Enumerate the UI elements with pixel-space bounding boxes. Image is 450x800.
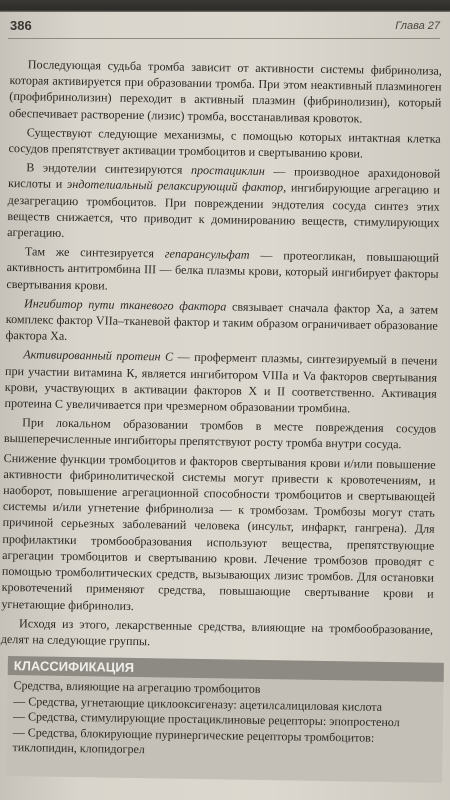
classification-line: Средства, влияющие на агрегацию тромбоцитов	[13, 678, 261, 696]
term-heparan-sulfate: гепарансульфат	[164, 246, 250, 263]
classification-line: — Средства, блокирующие пуринергические рецепторы тромбоцитов: тиклопидин, клопидогрел	[12, 724, 375, 757]
paragraph-prostacyclin	[7, 159, 440, 247]
classification-line: — Средства, стимулирующие простациклиновые рецепторы: эпопростенол	[12, 709, 400, 730]
text-run: — профермент плазмы, синтезируемый в печени при участии витамина К, является ингибитором VIIIa и Va факторов свертывания крови, участвующих в активации факторов Х и II соответственно. Активация протеина С увеличивается при чрезмерном образовании тромбина.	[4, 350, 438, 416]
text-run: — протеогликан, повышающий активность антитромбина III — белка плазмы крови, который ингибирует факторы свертывания крови.	[6, 248, 439, 293]
paragraph-local-thrombus: При локальном образовании тромбов в месте повреждения сосудов вышеперечисленные ингибиторы препятствуют росту тромба внутри сосуда.	[3, 415, 437, 452]
classification-box	[6, 656, 444, 783]
term-prostacyclin: простациклин	[190, 163, 265, 179]
text-run: , ингибирующие агрегацию и дезагрегацию тромбоцитов. При повреждении эндотелия сосуда синтез этих веществ снижается, что приводит к доминированию веществ, стимулирующих агрегацию.	[7, 180, 441, 240]
paragraph-protein-c	[4, 346, 437, 418]
paragraph-tfpi	[5, 295, 438, 350]
term-edrf: эндотелиальный релаксирующий фактор	[66, 177, 284, 195]
paragraph-bleeding-thrombosis: Снижение функции тромбоцитов и факторов свертывания крови и/или повышение активности фибринолитической системы могут привести к кровотечениям, и наоборот, повышение агрегационной способности тромбоцитов и свертывающей системы и/или угнетение фибринолиза — к тромбозам. Тромбозы могут стать причиной серьезных заболеваний человека (инсульт, инфаркт, гангрена). Для профилактики тромбообразования используют вещества, препятствующие агрегации тромбоцитов и свертыванию крови. Лечение тромбозов проводят с помощью тромболитических средств, вызывающих лизис тромбов. Для остановки кровотечений применяют средства, повышающие свертывание крови и угнетающие фибринолиз.	[1, 450, 436, 613]
text-run: Там же синтезируется	[24, 244, 165, 261]
text-run: связывает сначала фактор Ха, а затем комплекс фактор VIIa–тканевой фактор и таким образом ограничивает образование фактора Ха.	[5, 299, 439, 344]
text-run: — производное арахидоновой кислоты и	[7, 164, 441, 192]
page-number: 386	[10, 18, 32, 33]
page-header	[8, 18, 440, 39]
term-tfpi: Ингибитор пути тканевого фактора	[24, 296, 227, 314]
body-text	[1, 56, 442, 657]
chapter-title: Глава 27	[395, 20, 440, 32]
text-run: В эндотелии синтезируются	[26, 160, 192, 178]
paragraph-fibrinolysis: Последующая судьба тромба зависит от активности системы фибринолиза, которая активируется при образовании тромба. При этом неактивный плазминоген (профибринолизин) переходит в активный плазмин (фибринолизин), который обеспечивает растворение (лизис) тромба, восстанавливая кровоток.	[9, 57, 442, 126]
paragraph-heparan	[6, 243, 439, 298]
classification-line: — Средства, угнетающие циклооксигеназу: ацетилсалициловая кислота	[13, 693, 383, 714]
classification-list	[6, 675, 443, 765]
classification-title: КЛАССИФИКАЦИЯ	[8, 656, 444, 682]
paragraph-groups-intro: Исходя из этого, лекарственные средства, влияющие на тромбообразование, делят на следующие группы.	[0, 615, 434, 649]
term-protein-c: Активированный протеин С	[23, 347, 174, 365]
paragraph-mechanisms: Существуют следующие механизмы, с помощью которых интактная клетка сосудов препятствует активации тромбоцитов и свертыванию крови.	[8, 125, 441, 161]
